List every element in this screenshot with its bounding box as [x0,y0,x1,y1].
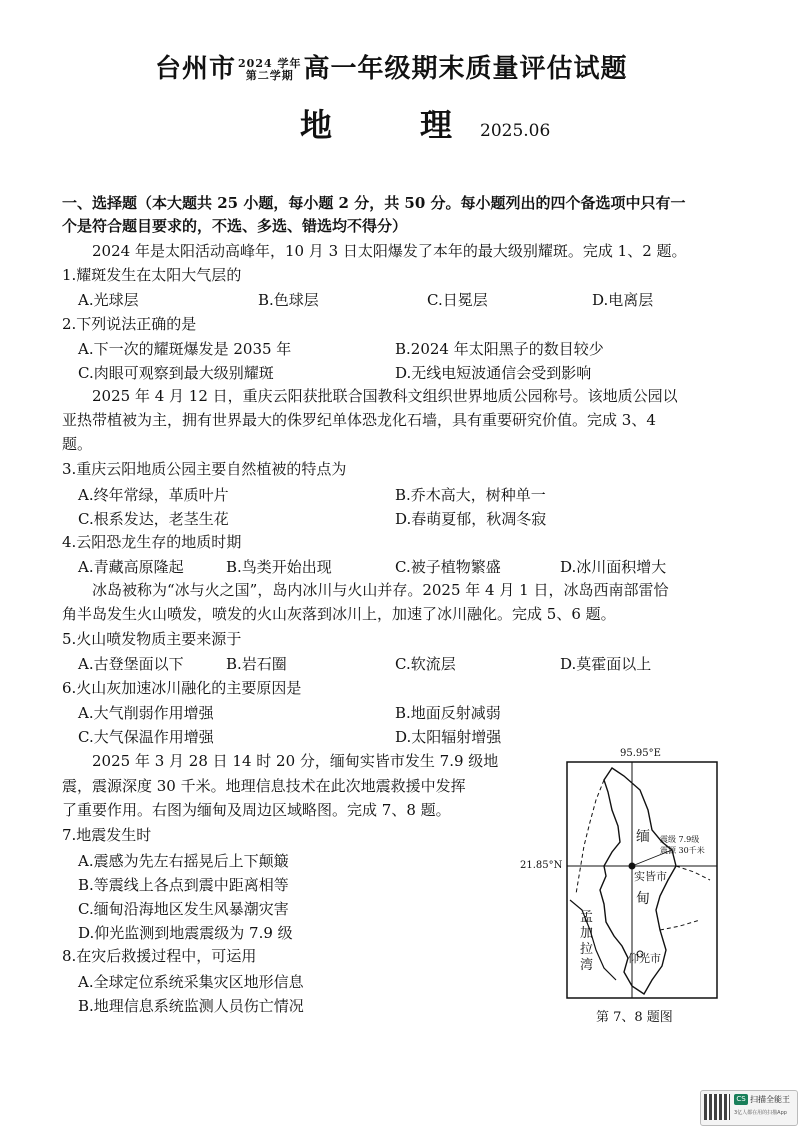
q1-option-b[interactable]: B.色球层 [258,291,319,309]
title-city: 台州市 [155,54,237,84]
camscanner-title: 扫描全能王 [750,1095,790,1104]
q6-option-b[interactable]: B.地面反射减弱 [395,704,501,722]
q2-option-a[interactable]: A.下一次的耀斑爆发是 2035 年 [78,340,292,358]
q7-option-c[interactable]: C.缅甸沿海地区发生风暴潮灾害 [78,900,289,918]
sagaing-city-label: 实皆市 [634,870,667,883]
q7-option-d[interactable]: D.仰光监测到地震震级为 7.9 级 [78,924,293,942]
yangon-city-label: 仰光市 [628,952,661,965]
passage-4-line2: 震，震源深度 30 千米。地理信息技术在此次地震救援中发挥 [62,777,466,795]
subject-title: 地 理 [300,106,481,144]
exam-date: 2025.06 [480,121,551,141]
q3-option-c[interactable]: C.根系发达，老茎生花 [78,510,229,528]
q4-option-b[interactable]: B.鸟类开始出现 [226,558,332,576]
q1-option-d[interactable]: D.电离层 [592,291,654,309]
title-year: 2024 学年 [238,57,302,70]
passage-4-line3: 了重要作用。右图为缅甸及周边区域略图。完成 7、8 题。 [62,801,451,819]
passage-2-line3: 题。 [62,435,93,453]
q5-option-c[interactable]: C.软流层 [395,655,456,673]
figure-caption: 第 7、8 题图 [596,1010,673,1025]
bay-label-3: 拉 [580,942,594,957]
question-8-stem: 8.在灾后救援过程中，可运用 [62,947,257,965]
bay-label-1: 孟 [580,910,594,925]
camscanner-sub: 3亿人都在用的扫描App [734,1110,787,1116]
qr-code-icon [704,1094,730,1120]
q3-option-d[interactable]: D.春萌夏郁，秋凋冬寂 [395,510,547,528]
scanner-watermark [700,1090,798,1126]
quake-magnitude-note: 震级 7.9级 [660,835,700,844]
title-grade: 高一年级期末质量评估试题 [303,54,628,84]
q2-option-b[interactable]: B.2024 年太阳黑子的数目较少 [395,340,604,358]
question-4-stem: 4.云阳恐龙生存的地质时期 [62,533,242,551]
passage-2-line2: 亚热带植被为主，拥有世界最大的侏罗纪单体恐龙化石墙，具有重要研究价值。完成 3、4 [62,411,656,429]
q8-option-a[interactable]: A.全球定位系统采集灾区地形信息 [78,973,304,991]
q1-option-c[interactable]: C.日冕层 [427,291,488,309]
q4-option-d[interactable]: D.冰川面积增大 [560,558,667,576]
longitude-label: 95.95°E [620,748,661,759]
camscanner-badge: CS [734,1094,748,1105]
latitude-label: 21.85°N [520,860,563,871]
question-6-stem: 6.火山灰加速冰川融化的主要原因是 [62,679,302,697]
q6-option-c[interactable]: C.大气保温作用增强 [78,728,214,746]
q4-option-c[interactable]: C.被子植物繁盛 [395,558,501,576]
q7-option-b[interactable]: B.等震线上各点到震中距离相等 [78,876,289,894]
q8-option-b[interactable]: B.地理信息系统监测人员伤亡情况 [78,997,304,1015]
q1-option-a[interactable]: A.光球层 [78,291,139,309]
map-myanmar-char1: 缅 [636,829,650,845]
question-2-stem: 2.下列说法正确的是 [62,315,197,333]
section-heading-line1: 一、选择题（本大题共 25 小题，每小题 2 分，共 50 分。每小题列出的四个备选项中只有一 [62,194,686,212]
passage-4-line1: 2025 年 3 月 28 日 14 时 20 分，缅甸实皆市发生 7.9 级地 [92,752,499,770]
border-east [676,866,710,880]
border-west [576,780,604,894]
quake-depth-note: 震源 30千米 [660,846,705,855]
bay-label-2: 加 [580,926,594,941]
border-southeast [660,920,700,930]
question-5-stem: 5.火山喷发物质主要来源于 [62,630,242,648]
question-1-stem: 1.耀斑发生在太阳大气层的 [62,266,242,284]
bay-label-4: 湾 [580,958,594,973]
question-3-stem: 3.重庆云阳地质公园主要自然植被的特点为 [62,460,347,478]
q5-option-d[interactable]: D.莫霍面以上 [560,655,652,673]
q5-option-b[interactable]: B.岩石圈 [226,655,287,673]
passage-1: 2024 年是太阳活动高峰年，10 月 3 日太阳爆发了本年的最大级别耀斑。完成 1、2 题。 [92,242,687,260]
q3-option-b[interactable]: B.乔木高大，树种单一 [395,486,546,504]
title-semester: 第二学期 [245,69,294,82]
q2-option-d[interactable]: D.无线电短波通信会受到影响 [395,364,592,382]
q5-option-a[interactable]: A.古登堡面以下 [78,655,184,673]
q6-option-a[interactable]: A.大气削弱作用增强 [78,704,214,722]
passage-2-line1: 2025 年 4 月 12 日，重庆云阳获批联合国教科文组织世界地质公园称号。该地质公园以 [92,387,678,405]
q3-option-a[interactable]: A.终年常绿，革质叶片 [78,486,229,504]
map-myanmar-char2: 甸 [636,891,650,907]
passage-3-line2: 角半岛发生火山喷发，喷发的火山灰落到冰川上，加速了冰川融化。完成 5、6 题。 [62,605,616,623]
q7-option-a[interactable]: A.震感为先左右摇晃后上下颠簸 [78,852,289,870]
passage-3-line1: 冰岛被称为“冰与火之国”，岛内冰川与火山并存。2025 年 4 月 1 日，冰岛西南部雷恰 [92,581,669,599]
q2-option-c[interactable]: C.肉眼可观察到最大级别耀斑 [78,364,274,382]
section-heading-line2: 个是符合题目要求的，不选、多选、错选均不得分） [62,217,408,235]
q6-option-d[interactable]: D.太阳辐射增强 [395,728,502,746]
question-7-stem: 7.地震发生时 [62,826,152,844]
q4-option-a[interactable]: A.青藏高原隆起 [78,558,184,576]
